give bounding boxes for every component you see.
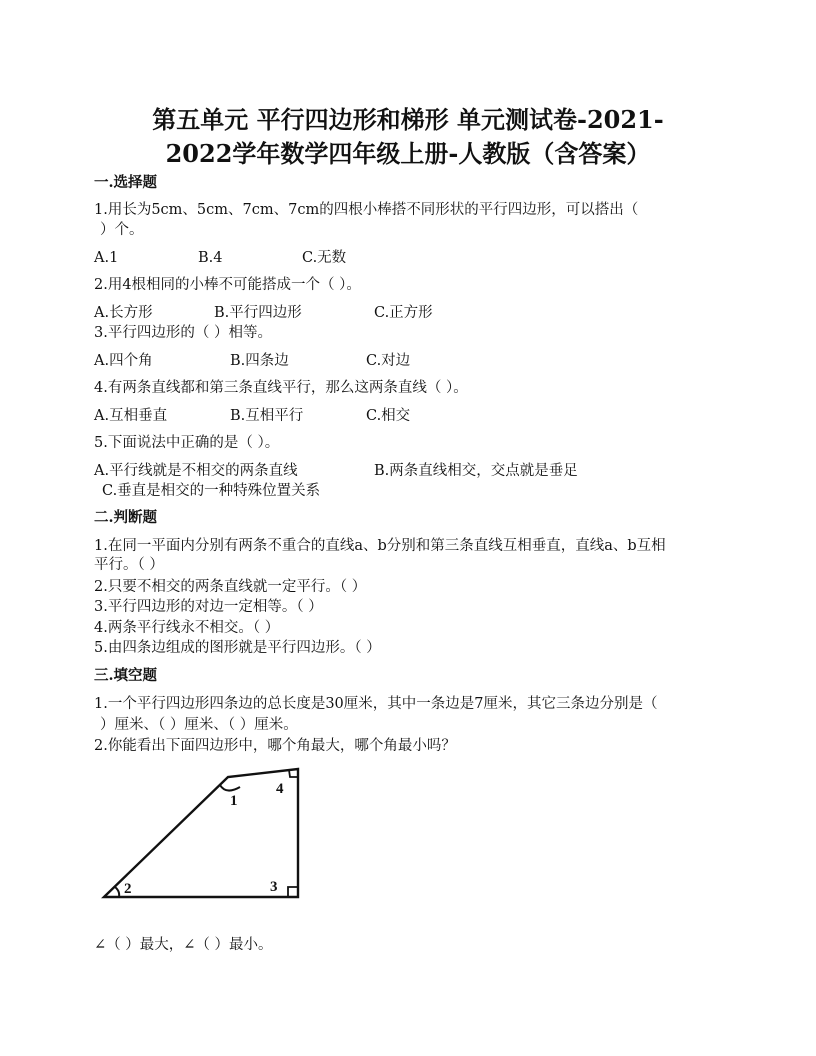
option-c: C.相交 — [366, 408, 411, 424]
option-a: A.长方形 — [94, 305, 153, 321]
question-5-text: 5.下面说法中正确的是（ ）。 — [94, 435, 280, 451]
option-c: C.正方形 — [374, 305, 433, 321]
judgement-1-text-cont: 平行。（ ） — [94, 557, 164, 573]
option-b: B.平行四边形 — [214, 305, 302, 321]
document-title-line-1: 第五单元 平行四边形和梯形 单元测试卷-2021- — [152, 105, 664, 134]
option-c: C.对边 — [366, 353, 411, 369]
question-4-text: 4.有两条直线都和第三条直线平行，那么这两条直线（ ）。 — [94, 380, 468, 396]
fill-question-2-answer-line: ∠（ ）最大，∠（ ）最小。 — [94, 937, 273, 953]
fill-question-1-text: 1.一个平行四边形四条边的总长度是30厘米，其中一条边是7厘米，其它三条边分别是（ — [94, 696, 658, 712]
question-1-text: 1.用长为5cm、5cm、7cm、7cm的四根小棒搭不同形状的平行四边形，可以搭出（ — [94, 202, 639, 218]
judgement-1-text: 1.在同一平面内分别有两条不重合的直线a、b分别和第三条直线互相垂直，直线a、b互相 — [94, 538, 666, 554]
judgement-4-text: 4.两条平行线永不相交。（ ） — [94, 620, 280, 636]
option-a: A.四个角 — [94, 353, 153, 369]
judgement-3-text: 3.平行四边形的对边一定相等。（ ） — [94, 599, 323, 615]
question-1-text-cont: ）个。 — [100, 222, 144, 238]
fill-question-1-text-cont: ）厘米、（ ）厘米、（ ）厘米。 — [100, 717, 298, 733]
angle-label-1: 1 — [230, 793, 238, 809]
angle-label-2: 2 — [124, 881, 132, 897]
question-2-text: 2.用4根相同的小棒不可能搭成一个（ ）。 — [94, 277, 361, 293]
angle-label-3: 3 — [270, 879, 278, 895]
judgement-5-text: 5.由四条边组成的图形就是平行四边形。（ ） — [94, 640, 381, 656]
option-c: C.无数 — [302, 250, 347, 266]
quadrilateral-figure — [100, 765, 310, 905]
section-heading-choice: 一.选择题 — [94, 174, 158, 191]
option-b: B.互相平行 — [230, 408, 304, 424]
option-b: B.四条边 — [230, 353, 289, 369]
judgement-2-text: 2.只要不相交的两条直线就一定平行。（ ） — [94, 579, 367, 595]
angle-label-4: 4 — [276, 781, 284, 797]
section-heading-fill-in: 三.填空题 — [94, 667, 158, 684]
fill-question-2-text: 2.你能看出下面四边形中，哪个角最大，哪个角最小吗？ — [94, 738, 456, 754]
option-b: B.4 — [198, 250, 223, 266]
section-heading-judgement: 二.判断题 — [94, 509, 158, 526]
option-b: B.两条直线相交，交点就是垂足 — [374, 463, 578, 479]
angle-2-arc — [115, 887, 119, 897]
quadrilateral-outline — [104, 769, 298, 897]
angle-1-arc — [220, 785, 240, 791]
option-c: C.垂直是相交的一种特殊位置关系 — [102, 483, 321, 499]
angle-3-right-angle-mark — [288, 887, 298, 897]
document-title-line-2: 2022学年数学四年级上册-人教版（含答案） — [165, 139, 651, 168]
option-a: A.1 — [94, 250, 119, 266]
question-3-text: 3.平行四边形的（ ）相等。 — [94, 325, 272, 341]
option-a: A.平行线就是不相交的两条直线 — [94, 463, 298, 479]
option-a: A.互相垂直 — [94, 408, 168, 424]
